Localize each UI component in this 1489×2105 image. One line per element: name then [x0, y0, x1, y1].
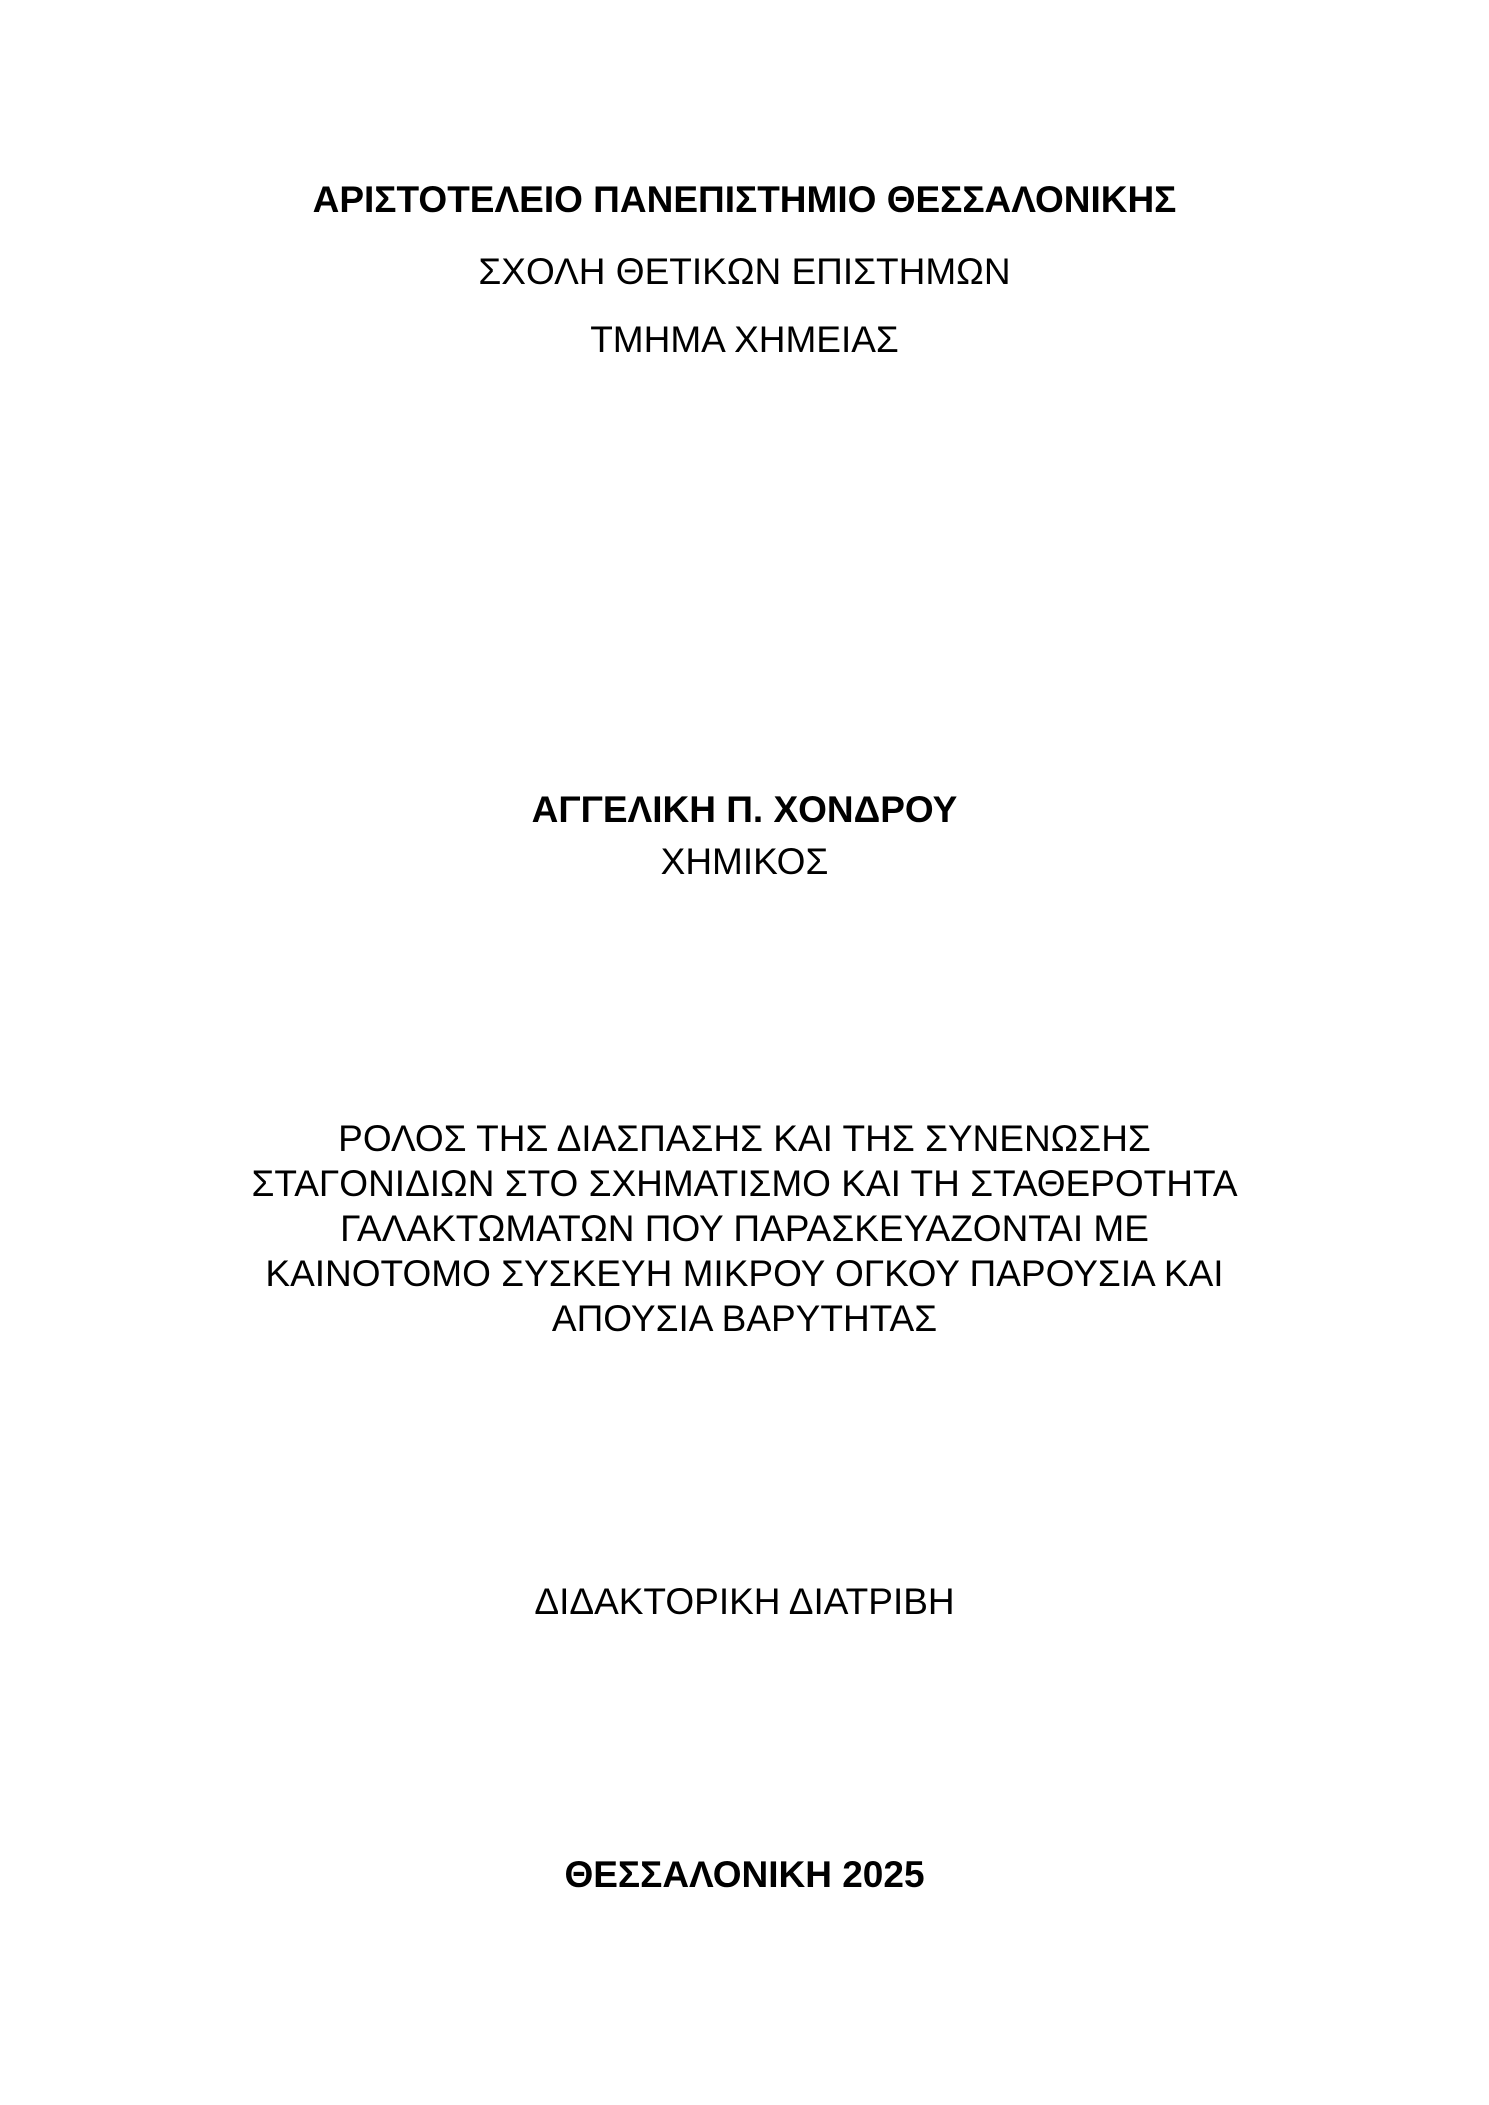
thesis-title-line: ΡΟΛΟΣ ΤΗΣ ΔΙΑΣΠΑΣΗΣ ΚΑΙ ΤΗΣ ΣΥΝΕΝΩΣΗΣ	[338, 1118, 1151, 1159]
author-profession: ΧΗΜΙΚΟΣ	[660, 841, 829, 882]
thesis-title-line: ΣΤΑΓΟΝΙΔΙΩΝ ΣΤΟ ΣΧΗΜΑΤΙΣΜΟ ΚΑΙ ΤΗ ΣΤΑΘΕΡΟΤΗΤΑ	[251, 1163, 1238, 1204]
document-type: ΔΙΔΑΚΤΟΡΙΚΗ ΔΙΑΤΡΙΒΗ	[534, 1581, 955, 1622]
thesis-title-line: ΑΠΟΥΣΙΑ ΒΑΡΥΤΗΤΑΣ	[551, 1298, 938, 1339]
thesis-title	[0, 1116, 1489, 1341]
author-name: ΑΓΓΕΛΙΚΗ Π. ΧΟΝΔΡΟΥ	[531, 789, 958, 830]
department-name: ΤΜΗΜΑ ΧΗΜΕΙΑΣ	[590, 319, 899, 360]
thesis-title-line: ΓΑΛΑΚΤΩΜΑΤΩΝ ΠΟΥ ΠΑΡΑΣΚΕΥΑΖΟΝΤΑΙ ΜΕ	[340, 1208, 1149, 1249]
university-name: ΑΡΙΣΤΟΤΕΛΕΙΟ ΠΑΝΕΠΙΣΤΗΜΙΟ ΘΕΣΣΑΛΟΝΙΚΗΣ	[312, 179, 1177, 220]
school-name: ΣΧΟΛΗ ΘΕΤΙΚΩΝ ΕΠΙΣΤΗΜΩΝ	[478, 251, 1011, 292]
thesis-title-line: ΚΑΙΝΟΤΟΜΟ ΣΥΣΚΕΥΗ ΜΙΚΡΟΥ ΟΓΚΟΥ ΠΑΡΟΥΣΙΑ ΚΑΙ	[265, 1253, 1224, 1294]
place-and-year: ΘΕΣΣΑΛΟΝΙΚΗ 2025	[564, 1854, 925, 1895]
